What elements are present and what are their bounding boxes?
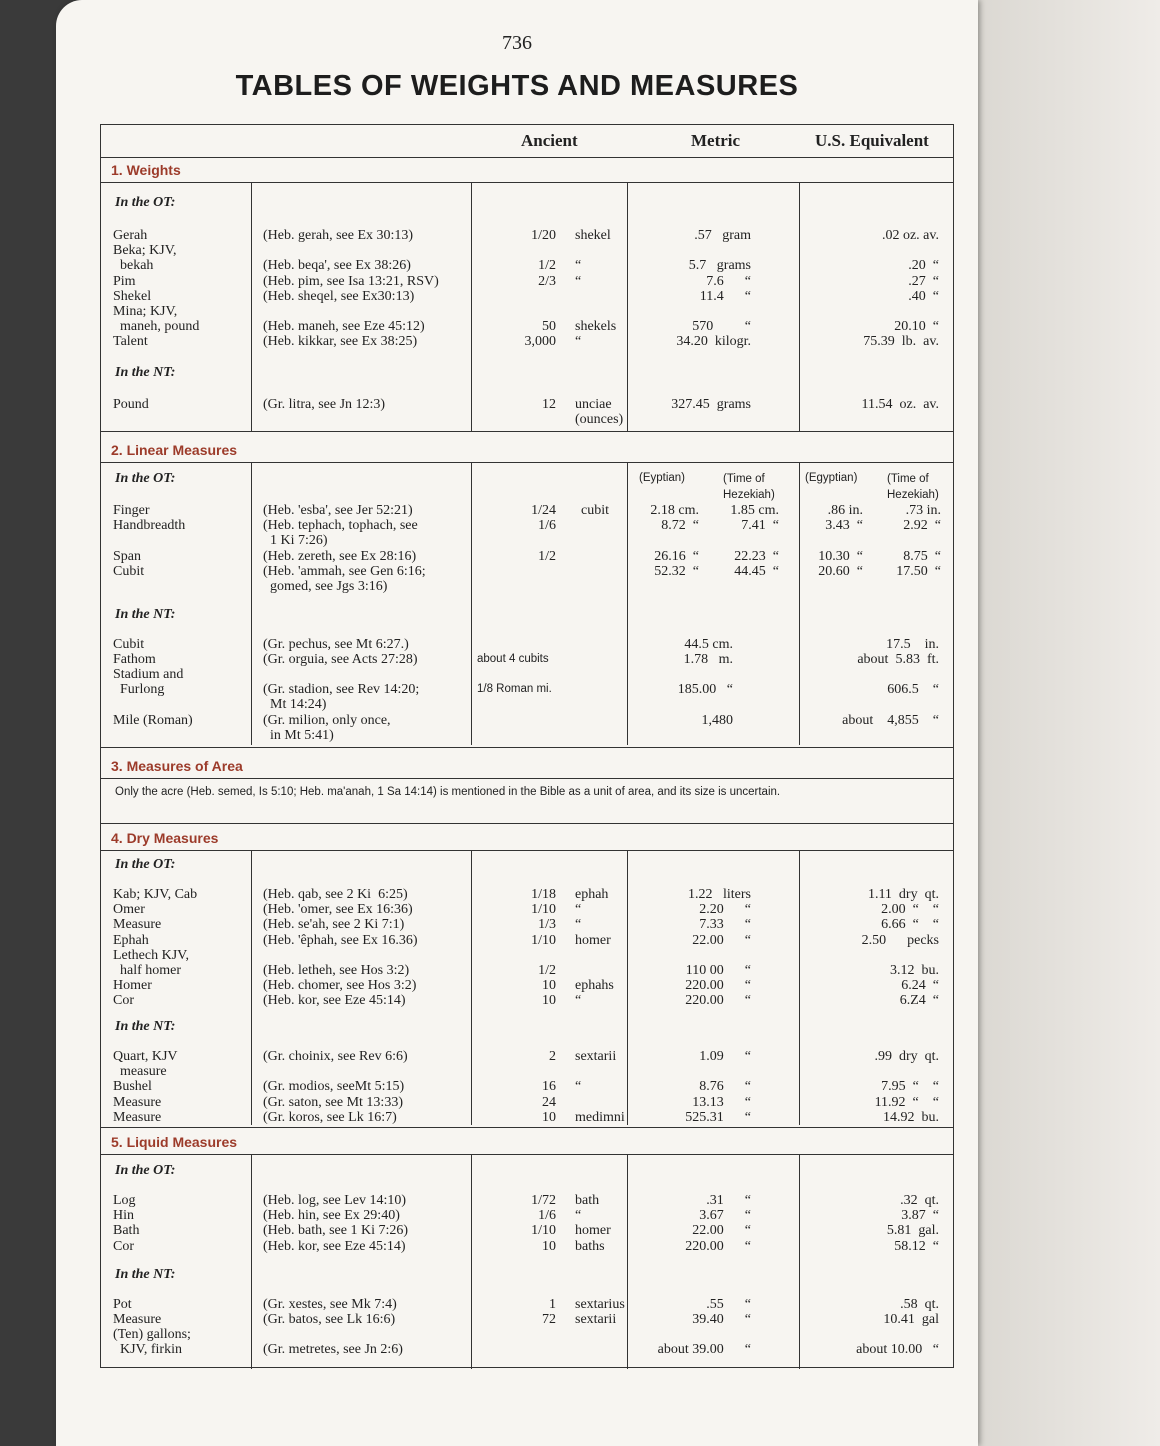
table-cell: Quart, KJV measure bbox=[113, 1049, 178, 1079]
col-metric: Metric bbox=[691, 131, 741, 150]
table-cell: (Heb. se'ah, see 2 Ki 7:1) bbox=[263, 917, 405, 933]
table-cell: 10 bbox=[542, 1238, 556, 1254]
table-cell: (Heb. chomer, see Hos 3:2) bbox=[263, 978, 417, 994]
table-cell: 12 bbox=[542, 397, 556, 412]
table-cell: 44.5 cm. bbox=[684, 637, 733, 652]
table-cell: Bath bbox=[113, 1223, 140, 1239]
table-cell: 17.5 in. bbox=[886, 637, 939, 652]
table-cell: 606.5 “ bbox=[887, 682, 939, 698]
table-cell: 3.43 “ bbox=[825, 518, 863, 534]
table-cell: 1/10 bbox=[531, 1223, 556, 1239]
table-cell: 1.09 “ bbox=[699, 1049, 751, 1064]
table-cell: 20.60 “ bbox=[818, 563, 863, 579]
table-cell: about 4 cubits bbox=[477, 653, 549, 666]
table-cell: sextarii bbox=[575, 1312, 617, 1328]
table-cell: (Heb. sheqel, see Ex30:13) bbox=[263, 288, 415, 304]
table-cell: 16 bbox=[542, 1079, 556, 1095]
section-divider bbox=[101, 1127, 953, 1128]
table-cell: Talent bbox=[113, 334, 148, 350]
table-cell: 327.45 grams bbox=[671, 397, 751, 412]
table-cell: (Heb. qab, see 2 Ki 6:25) bbox=[263, 887, 408, 902]
table-cell: homer bbox=[575, 932, 611, 948]
table-cell: 1/2 bbox=[538, 258, 556, 274]
table-cell: Cubit bbox=[113, 637, 145, 652]
table-cell: Shekel bbox=[113, 288, 152, 304]
column-rule bbox=[471, 183, 472, 431]
table-cell: shekels bbox=[575, 319, 617, 334]
table-cell: (Gr. metretes, see Jn 2:6) bbox=[263, 1342, 403, 1358]
table-cell: (Gr. orguia, see Acts 27:28) bbox=[263, 652, 418, 668]
table-cell: Handbreadth bbox=[113, 518, 186, 534]
column-rule bbox=[627, 183, 628, 431]
table-cell: (Heb. hin, see Ex 29:40) bbox=[263, 1208, 400, 1224]
table-cell: “ bbox=[575, 902, 582, 918]
table-cell: Pot bbox=[113, 1297, 132, 1312]
section-dry: 4. Dry Measures bbox=[101, 825, 953, 851]
table-cell: 1/6 bbox=[538, 1208, 556, 1224]
table-cell: (Gr. modios, seeMt 5:15) bbox=[263, 1079, 405, 1095]
section-divider bbox=[101, 431, 953, 432]
table-cell: baths bbox=[575, 1238, 605, 1254]
table-cell: Ephah bbox=[113, 932, 149, 948]
table-cell: 8.76 “ bbox=[699, 1079, 751, 1095]
facing-page bbox=[960, 0, 1160, 1446]
table-cell: 44.45 “ bbox=[734, 563, 779, 579]
table-cell: (Gr. saton, see Mt 13:33) bbox=[263, 1094, 403, 1110]
table-cell: .27 “ bbox=[908, 273, 939, 289]
table-cell: Beka; KJV, bekah bbox=[113, 243, 177, 274]
table-cell: .86 in. bbox=[827, 503, 863, 518]
table-cell: 1/6 bbox=[538, 518, 556, 534]
table-cell: 14.92 bu. bbox=[883, 1109, 939, 1125]
era-label: In the OT: bbox=[115, 1163, 176, 1178]
table-cell: sextarii bbox=[575, 1049, 617, 1064]
table-cell: 6.24 “ bbox=[901, 978, 939, 994]
table-cell: “ bbox=[575, 917, 582, 933]
column-rule bbox=[627, 463, 628, 745]
table-cell: 5.7 grams bbox=[688, 258, 751, 274]
section-weights: 1. Weights bbox=[101, 157, 953, 183]
table-cell: 185.00 “ bbox=[677, 682, 733, 698]
table-cell: (Heb. 'ammah, see Gen 6:16; gomed, see Jgs 3:16) bbox=[263, 563, 426, 594]
table-cell: (Heb. gerah, see Ex 30:13) bbox=[263, 228, 414, 243]
era-label: In the NT: bbox=[115, 1019, 176, 1034]
table-cell: bath bbox=[575, 1193, 600, 1208]
table-cell: 1,480 bbox=[701, 713, 733, 728]
table-cell: cubit bbox=[581, 503, 609, 518]
table-cell: (Gr. milion, only once, in Mt 5:41) bbox=[263, 713, 391, 743]
table-cell: 1/2 bbox=[538, 962, 556, 978]
table-cell: 1/24 bbox=[531, 503, 556, 518]
table-cell: .31 “ bbox=[706, 1193, 751, 1208]
table-cell: 1.22 liters bbox=[688, 887, 751, 902]
era-label: In the OT: bbox=[115, 857, 176, 872]
table-cell: (Gr. pechus, see Mt 6:27.) bbox=[263, 637, 409, 652]
table-cell: 11.92 “ “ bbox=[874, 1094, 939, 1110]
table-cell: 220.00 “ bbox=[685, 978, 751, 994]
table-cell: 3,000 bbox=[524, 334, 556, 350]
table-cell: .32 qt. bbox=[900, 1193, 939, 1208]
table-cell: 75.39 lb. av. bbox=[863, 334, 939, 350]
page-number: 736 bbox=[502, 32, 532, 54]
area-note: Only the acre (Heb. semed, Is 5:10; Heb. ma'anah, 1 Sa 14:14) is mentioned in the Bible as a unit of area, and its size is uncertain. bbox=[115, 786, 781, 798]
table-cell: .20 “ bbox=[908, 258, 939, 274]
table-cell: Cor bbox=[113, 993, 134, 1009]
table-cell: (Ten) gallons; KJV, firkin bbox=[113, 1327, 191, 1358]
table-cell: 220.00 “ bbox=[685, 993, 751, 1009]
table-cell: Finger bbox=[113, 503, 150, 518]
table-cell: 570 “ bbox=[692, 319, 751, 334]
subhead-metric-egyptian: (Eyptian) bbox=[639, 472, 686, 484]
table-cell: Stadium and Furlong bbox=[113, 667, 184, 698]
table-cell: (Gr. batos, see Lk 16:6) bbox=[263, 1312, 396, 1328]
table-cell: 1/2 bbox=[538, 548, 556, 564]
table-cell: “ bbox=[575, 1079, 582, 1095]
era-label: In the NT: bbox=[115, 1267, 176, 1282]
table-cell: (Heb. maneh, see Eze 45:12) bbox=[263, 319, 425, 334]
book-page bbox=[56, 0, 978, 1446]
table-cell: 1/10 bbox=[531, 932, 556, 948]
table-cell: Pim bbox=[113, 273, 136, 289]
era-label: In the NT: bbox=[115, 607, 176, 622]
table-cell: (Heb. kor, see Eze 45:14) bbox=[263, 993, 406, 1009]
table-cell: .02 oz. av. bbox=[881, 228, 939, 243]
table-cell: 2 bbox=[549, 1049, 556, 1064]
column-rule bbox=[471, 1155, 472, 1369]
table-cell: (Heb. kor, see Eze 45:14) bbox=[263, 1238, 406, 1254]
table-cell: 11.4 “ bbox=[699, 288, 751, 304]
table-cell: 72 bbox=[542, 1312, 556, 1328]
table-cell: (Gr. choinix, see Rev 6:6) bbox=[263, 1049, 408, 1064]
era-label: In the OT: bbox=[115, 195, 176, 210]
table-cell: Span bbox=[113, 548, 141, 564]
table-cell: (Heb. kikkar, see Ex 38:25) bbox=[263, 334, 418, 350]
table-cell: 7.95 “ “ bbox=[881, 1079, 939, 1095]
table-cell: 8.72 “ bbox=[661, 518, 699, 534]
table-cell: 1/10 bbox=[531, 902, 556, 918]
column-rule bbox=[251, 1155, 252, 1369]
table-cell: 3.87 “ bbox=[901, 1208, 939, 1224]
table-cell: 1.11 dry qt. bbox=[867, 887, 939, 902]
subhead-us-egyptian: (Egyptian) bbox=[805, 472, 858, 484]
table-cell: about 5.83 ft. bbox=[857, 652, 939, 668]
table-cell: .73 in. bbox=[905, 503, 941, 518]
table-cell: .40 “ bbox=[908, 288, 939, 304]
table-header bbox=[101, 125, 953, 158]
table-cell: medimni bbox=[575, 1109, 625, 1125]
table-cell: 220.00 “ bbox=[685, 1238, 751, 1254]
column-rule bbox=[471, 851, 472, 1125]
table-cell: (Heb. 'omer, see Ex 16:36) bbox=[263, 902, 413, 918]
section-divider bbox=[101, 747, 953, 748]
table-cell: 10.41 gal bbox=[883, 1312, 939, 1328]
table-cell: .55 “ bbox=[706, 1297, 751, 1312]
table-cell: 7.41 “ bbox=[741, 518, 779, 534]
table-cell: Measure bbox=[113, 1312, 162, 1328]
section-divider bbox=[101, 823, 953, 824]
table-cell: 20.10 “ bbox=[894, 319, 939, 334]
table-cell: Measure bbox=[113, 1109, 162, 1125]
table-cell: (Heb. letheh, see Hos 3:2) bbox=[263, 962, 410, 978]
table-cell: ephahs bbox=[575, 978, 614, 994]
table-cell: Cor bbox=[113, 1238, 134, 1254]
table-cell: 2.50 pecks bbox=[861, 932, 939, 948]
table-cell: 6.66 “ “ bbox=[881, 917, 939, 933]
table-cell: 22.00 “ bbox=[692, 1223, 751, 1239]
table-cell: 58.12 “ bbox=[894, 1238, 939, 1254]
table-cell: (Gr. xestes, see Mk 7:4) bbox=[263, 1297, 397, 1312]
table-cell: 26.16 “ bbox=[654, 548, 699, 564]
table-cell: 39.40 “ bbox=[692, 1312, 751, 1328]
table-cell: 1.85 cm. bbox=[730, 503, 779, 518]
section-liquid: 5. Liquid Measures bbox=[101, 1129, 953, 1155]
section-area: 3. Measures of Area bbox=[101, 753, 953, 779]
table-cell: about 10.00 “ bbox=[856, 1342, 939, 1358]
table-cell: (Heb. zereth, see Ex 28:16) bbox=[263, 548, 417, 564]
table-cell: 1/18 bbox=[531, 887, 556, 902]
table-cell: (Gr. litra, see Jn 12:3) bbox=[263, 397, 386, 412]
table-cell: 110 00 “ bbox=[685, 962, 751, 978]
table-cell: homer bbox=[575, 1223, 611, 1239]
era-label: In the NT: bbox=[115, 365, 176, 380]
table-cell: (Gr. koros, see Lk 16:7) bbox=[263, 1109, 397, 1125]
table-cell: “ bbox=[575, 334, 582, 350]
col-ancient: Ancient bbox=[521, 131, 578, 150]
page-title: TABLES OF WEIGHTS AND MEASURES bbox=[235, 70, 799, 102]
table-cell: 22.00 “ bbox=[692, 932, 751, 948]
table-cell: (Heb. bath, see 1 Ki 7:26) bbox=[263, 1223, 409, 1239]
table-cell: 2.20 “ bbox=[699, 902, 751, 918]
table-cell: 1 bbox=[549, 1297, 556, 1312]
table-cell: Omer bbox=[113, 902, 145, 918]
table-cell: 1.78 m. bbox=[683, 652, 733, 668]
table-cell: Log bbox=[113, 1193, 136, 1208]
table-cell: 1/8 Roman mi. bbox=[477, 683, 552, 696]
table-cell: 17.50 “ bbox=[896, 563, 941, 579]
table-cell: Homer bbox=[113, 978, 152, 994]
table-cell: Pound bbox=[113, 397, 149, 412]
table-cell: (Heb. pim, see Isa 13:21, RSV) bbox=[263, 273, 439, 289]
table-cell: .57 gram bbox=[694, 228, 751, 243]
table-cell: 7.33 “ bbox=[699, 917, 751, 933]
table-cell: 8.75 “ bbox=[903, 548, 941, 564]
table-cell: Measure bbox=[113, 1094, 162, 1110]
subhead-us-hezekiah: (Time of Hezekiah) bbox=[887, 473, 939, 501]
table-cell: 2.92 “ bbox=[903, 518, 941, 534]
table-cell: (Heb. 'êphah, see Ex 16.36) bbox=[263, 932, 418, 948]
table-cell: Lethech KJV, half homer bbox=[113, 947, 189, 978]
measures-table bbox=[100, 124, 954, 1368]
table-cell: 34.20 kilogr. bbox=[676, 334, 751, 350]
table-cell: 5.81 gal. bbox=[886, 1223, 939, 1239]
table-cell: “ bbox=[575, 993, 582, 1009]
table-cell: Cubit bbox=[113, 563, 145, 579]
section-linear: 2. Linear Measures bbox=[101, 437, 953, 463]
table-cell: 10 bbox=[542, 978, 556, 994]
column-rule bbox=[251, 851, 252, 1125]
table-cell: “ bbox=[575, 258, 582, 274]
table-cell: (Heb. 'esba', see Jer 52:21) bbox=[263, 503, 413, 518]
column-rule bbox=[251, 183, 252, 431]
table-cell: 52.32 “ bbox=[654, 563, 699, 579]
table-cell: “ bbox=[575, 273, 582, 289]
table-cell: 3.67 “ bbox=[699, 1208, 751, 1224]
table-cell: Fathom bbox=[113, 652, 156, 668]
table-cell: “ bbox=[575, 1208, 582, 1224]
table-cell: Measure bbox=[113, 917, 162, 933]
column-rule bbox=[251, 463, 252, 745]
table-cell: 10 bbox=[542, 993, 556, 1009]
table-cell: Kab; KJV, Cab bbox=[113, 887, 198, 902]
table-cell: ephah bbox=[575, 887, 609, 902]
table-cell: (Heb. log, see Lev 14:10) bbox=[263, 1193, 407, 1208]
table-cell: sextarius bbox=[575, 1297, 625, 1312]
table-cell: 2.18 cm. bbox=[650, 503, 699, 518]
table-cell: 525.31 “ bbox=[685, 1109, 751, 1125]
col-us: U.S. Equivalent bbox=[815, 131, 929, 150]
table-cell: (Gr. stadion, see Rev 14:20; Mt 14:24) bbox=[263, 682, 420, 713]
table-cell: 1/72 bbox=[531, 1193, 556, 1208]
table-cell: 24 bbox=[542, 1094, 556, 1110]
era-label: In the OT: bbox=[115, 471, 176, 486]
table-cell: 50 bbox=[542, 319, 556, 334]
table-cell: Mile (Roman) bbox=[113, 713, 193, 728]
table-cell: .99 dry qt. bbox=[874, 1049, 939, 1064]
table-cell: 7.6 “ bbox=[706, 273, 751, 289]
table-cell: Bushel bbox=[113, 1079, 152, 1095]
table-cell: unciae (ounces) bbox=[575, 397, 624, 427]
table-cell: Hin bbox=[113, 1208, 134, 1224]
table-cell: (Heb. beqa', see Ex 38:26) bbox=[263, 258, 411, 274]
table-cell: (Heb. tephach, tophach, see 1 Ki 7:26) bbox=[263, 518, 418, 549]
table-cell: 10 bbox=[542, 1109, 556, 1125]
table-cell: about 39.00 “ bbox=[657, 1342, 751, 1358]
table-cell: 22.23 “ bbox=[734, 548, 779, 564]
table-cell: shekel bbox=[575, 228, 611, 243]
table-cell: Gerah bbox=[113, 228, 148, 243]
column-rule bbox=[627, 851, 628, 1125]
table-cell: 1/20 bbox=[531, 228, 556, 243]
table-cell: Mina; KJV, maneh, pound bbox=[113, 304, 200, 334]
table-cell: 10.30 “ bbox=[818, 548, 863, 564]
table-cell: 2/3 bbox=[538, 273, 556, 289]
table-cell: 3.12 bu. bbox=[890, 962, 939, 978]
column-rule bbox=[627, 1155, 628, 1369]
table-cell: 2.00 “ “ bbox=[881, 902, 939, 918]
table-cell: about 4,855 “ bbox=[842, 713, 939, 728]
subhead-metric-hezekiah: (Time of Hezekiah) bbox=[723, 473, 775, 501]
table-cell: 11.54 oz. av. bbox=[861, 397, 939, 412]
column-rule bbox=[471, 463, 472, 745]
table-cell: 1/3 bbox=[538, 917, 556, 933]
table-cell: 13.13 “ bbox=[692, 1094, 751, 1110]
table-cell: 6.Z4 “ bbox=[899, 993, 939, 1009]
table-cell: .58 qt. bbox=[900, 1297, 939, 1312]
